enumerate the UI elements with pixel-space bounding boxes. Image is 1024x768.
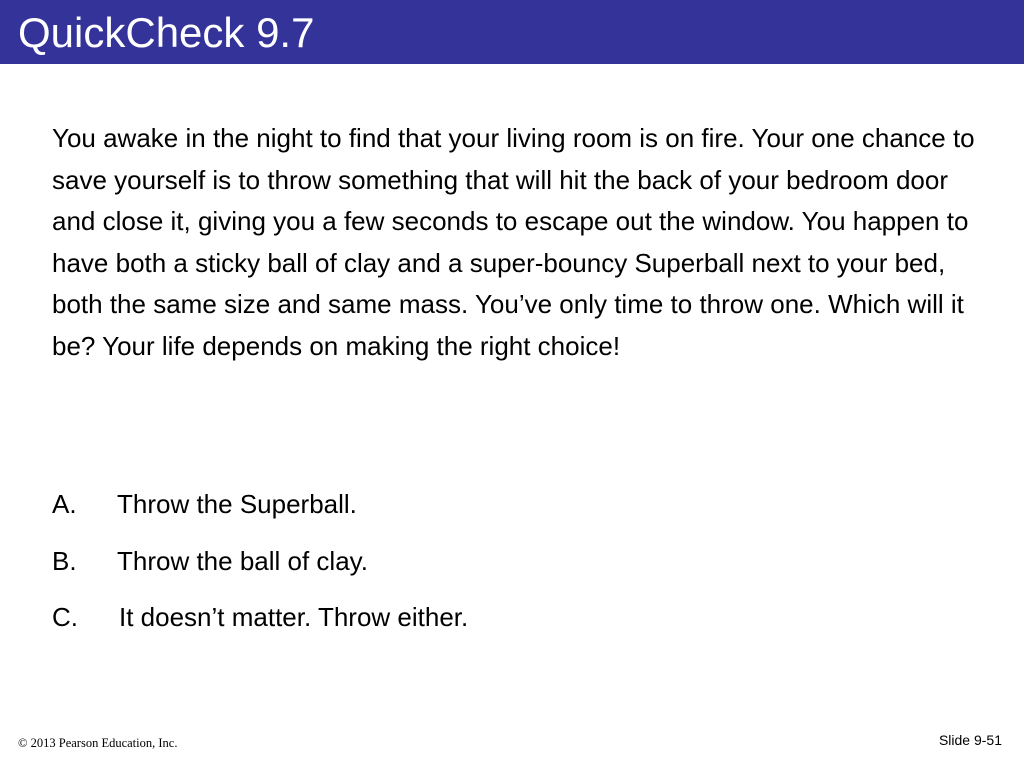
option-letter: A.: [52, 489, 77, 519]
option-text: Throw the Superball.: [117, 489, 357, 519]
option-text: It doesn’t matter. Throw either.: [119, 602, 469, 632]
title-bar: [0, 0, 1024, 64]
slide-number: Slide 9-51: [938, 732, 1002, 748]
option-text: Throw the ball of clay.: [117, 545, 368, 576]
question-text: You awake in the night to find that your living room is on fire. Your one chance to save yourself is to throw something that will hit the back of your bedroom door and close it, giving you a few seconds to escape out the window. You happen to have both a sticky ball of clay and a super-bouncy Superball next to your bed, both the same size and same mass. You’ve only time to throw one. Which will it be? Your life depends on making the right choice!: [52, 123, 975, 361]
option-letter: C.: [52, 602, 78, 632]
option-letter: B.: [52, 545, 77, 576]
slide-title: QuickCheck 9.7: [18, 9, 315, 56]
copyright-notice: © 2013 Pearson Education, Inc.: [18, 736, 178, 750]
